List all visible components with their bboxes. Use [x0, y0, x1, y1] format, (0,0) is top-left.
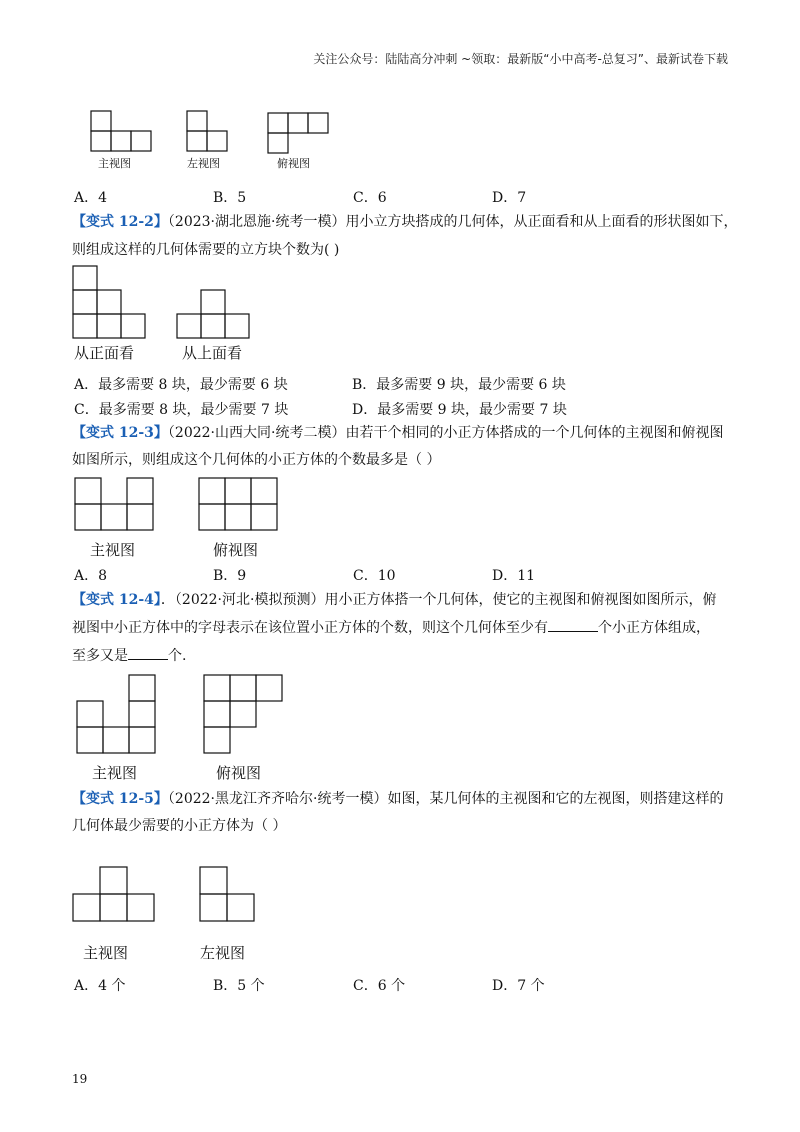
q1-caption-left: 左视图 [187, 157, 220, 170]
q4-answer-blank-max[interactable] [128, 643, 168, 660]
q1-top-view-figure [267, 112, 331, 156]
q2-stem-line1: 【变式 12-2】（2023·湖北恩施·统考一模）用小立方块搭成的几何体，从正面看和从上面看的形状图如下， [72, 214, 738, 230]
page-number: 19 [72, 1072, 88, 1086]
q5-caption-front: 主视图 [83, 944, 129, 962]
q5-tag: 【变式 12-5】 [72, 791, 168, 807]
q3-top-view-figure [198, 477, 278, 531]
q4-front-view-figure [76, 674, 156, 754]
q3-option-c: C．10 [353, 568, 396, 584]
q2-caption-front: 从正面看 [74, 344, 135, 362]
q2-option-a: A．最多需要 8 块，最少需要 6 块 [74, 377, 288, 393]
q4-stem-line1: 【变式 12-4】．（2022·河北·模拟预测）用小正方体搭一个几何体，使它的主视图和俯视图如图所示，俯 [72, 592, 717, 608]
q4-top-view-figure [203, 674, 283, 754]
q2-tag: 【变式 12-2】 [72, 214, 168, 230]
q4-caption-front: 主视图 [92, 764, 138, 782]
q1-left-view-figure [186, 110, 230, 154]
q2-caption-top: 从上面看 [182, 344, 243, 362]
q1-option-d: D．7 [492, 190, 527, 206]
q4-answer-blank-min[interactable] [548, 615, 598, 632]
q5-stem-line1: 【变式 12-5】（2022·黑龙江齐齐哈尔·统考一模）如图，某几何体的主视图和它的左视图，则搭建这样的 [72, 791, 724, 807]
q1-option-b: B．5 [213, 190, 247, 206]
q4-stem-line3: 至多又是 个. [72, 642, 186, 670]
q5-option-c: C．6 个 [353, 978, 406, 994]
q3-option-a: A．8 [74, 568, 108, 584]
q5-option-a: A．4 个 [74, 978, 126, 994]
q1-caption-front: 主视图 [98, 157, 131, 170]
q2-option-c: C．最多需要 8 块，最少需要 7 块 [74, 402, 289, 418]
q4-tag: 【变式 12-4】 [72, 592, 161, 608]
q5-left-view-figure [199, 866, 257, 922]
q3-caption-top: 俯视图 [213, 541, 259, 559]
q4-caption-top: 俯视图 [216, 764, 262, 782]
q3-option-d: D．11 [492, 568, 536, 584]
q5-front-view-figure [72, 866, 156, 922]
q5-option-d: D．7 个 [492, 978, 545, 994]
q3-front-view-figure [74, 477, 154, 531]
q1-front-view-figure [90, 110, 154, 154]
q2-option-b: B．最多需要 9 块，最少需要 6 块 [352, 377, 566, 393]
q2-option-d: D．最多需要 9 块，最少需要 7 块 [352, 402, 567, 418]
q5-caption-left: 左视图 [200, 944, 246, 962]
q2-top-view-figure [176, 289, 250, 339]
q5-option-b: B．5 个 [213, 978, 265, 994]
q2-front-view-figure [72, 265, 146, 339]
q3-tag: 【变式 12-3】 [72, 425, 168, 441]
q3-caption-front: 主视图 [90, 541, 136, 559]
q2-stem-line2: 则组成这样的几何体需要的立方块个数为( ) [72, 242, 340, 258]
q3-option-b: B．9 [213, 568, 247, 584]
page-header: 关注公众号：陆陆高分冲刺 ~领取：最新版“小中高考-总复习”、最新试卷下载 [313, 52, 728, 66]
q5-stem-line2: 几何体最少需要的小正方体为（ ） [72, 818, 287, 834]
q4-stem-line2: 视图中小正方体中的字母表示在该位置小正方体的个数，则这个几何体至少有 个小正方体组成， [72, 614, 710, 642]
q3-stem-line2: 如图所示，则组成这个几何体的小正方体的个数最多是（ ） [72, 452, 441, 468]
q1-option-c: C．6 [353, 190, 387, 206]
q1-caption-top: 俯视图 [277, 157, 310, 170]
q1-option-a: A．4 [74, 190, 108, 206]
q3-stem-line1: 【变式 12-3】（2022·山西大同·统考二模）由若干个相同的小正方体搭成的一个几何体的主视图和俯视图 [72, 425, 724, 441]
